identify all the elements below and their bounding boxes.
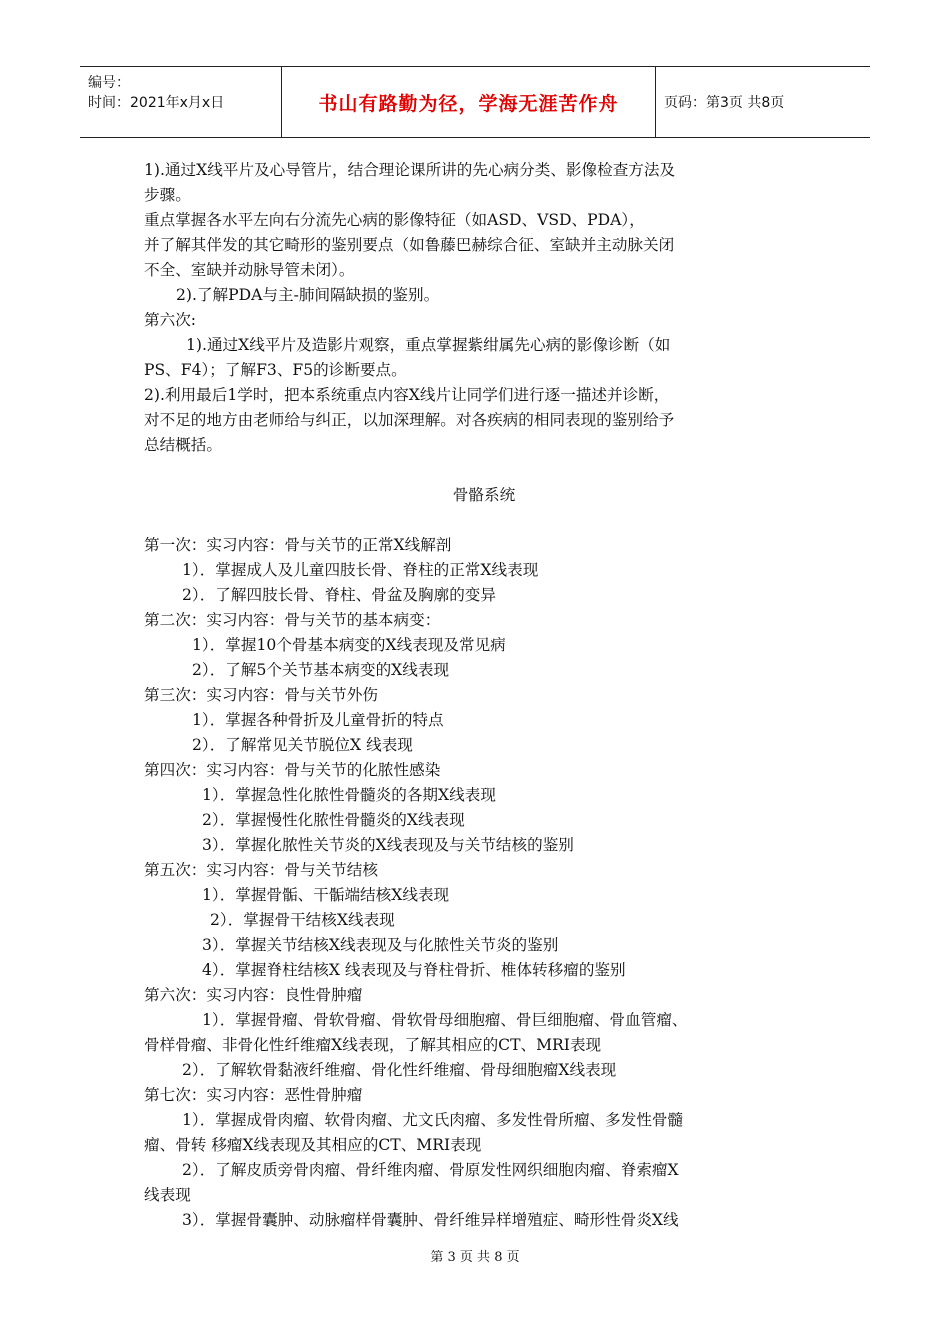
text-line: 第二次：实习内容：骨与关节的基本病变： [144, 611, 441, 629]
text-line: 第四次：实习内容：骨与关节的化脓性感染 [144, 761, 441, 779]
text-line: 2）．掌握骨干结核X线表现 [210, 911, 395, 929]
text-line: 3）．掌握骨囊肿、动脉瘤样骨囊肿、骨纤维异样增殖症、畸形性骨炎X线 [182, 1211, 679, 1229]
text-line: 第六次：实习内容：良性骨肿瘤 [144, 986, 363, 1004]
text-line: 1）．掌握各种骨折及儿童骨折的特点 [192, 711, 444, 729]
text-line: 骨样骨瘤、非骨化性纤维瘤X线表现，了解其相应的CT、MRI表现 [144, 1036, 602, 1054]
text-line: 1）．掌握10个骨基本病变的X线表现及常见病 [192, 636, 506, 654]
text-line: 2）．了解常见关节脱位X 线表现 [192, 736, 413, 754]
text-line: 重点掌握各水平左向右分流先心病的影像特征（如ASD、VSD、PDA）， [144, 211, 645, 229]
header-page-cell [656, 67, 870, 137]
text-line: 2）．了解软骨黏液纤维瘤、骨化性纤维瘤、骨母细胞瘤X线表现 [182, 1061, 617, 1079]
text-line: 1）．掌握成人及儿童四肢长骨、脊柱的正常X线表现 [182, 561, 539, 579]
text-line: 1).通过X线平片及造影片观察，重点掌握紫绀属先心病的影像诊断（如 [186, 336, 671, 354]
text-line: 线表现 [144, 1186, 191, 1204]
text-line: 总结概括。 [144, 436, 222, 454]
text-line: 2）．了解四肢长骨、脊柱、骨盆及胸廓的变异 [182, 586, 496, 604]
text-line: 2).利用最后1学时，把本系统重点内容X线片让同学们进行逐一描述并诊断， [144, 386, 670, 404]
page-footer: 第 3 页 共 8 页 [430, 1250, 520, 1265]
text-line: 对不足的地方由老师给与纠正，以加深理解。对各疾病的相同表现的鉴别给予 [144, 411, 675, 429]
text-line: 第六次: [144, 311, 197, 329]
text-line: 3）．掌握关节结核X线表现及与化脓性关节炎的鉴别 [202, 936, 559, 954]
text-line: 不全、室缺并动脉导管未闭）。 [144, 261, 355, 279]
text-line: 1）．掌握骨骺、干骺端结核X线表现 [202, 886, 450, 904]
text-line: 1）．掌握骨瘤、骨软骨瘤、骨软骨母细胞瘤、骨巨细胞瘤、骨血管瘤、 [202, 1011, 688, 1029]
text-line: 第七次：实习内容：恶性骨肿瘤 [144, 1086, 363, 1104]
text-line: 2）．掌握慢性化脓性骨髓炎的X线表现 [202, 811, 465, 829]
text-line: 步骤。 [144, 186, 191, 204]
text-line: 第一次：实习内容：骨与关节的正常X线解剖 [144, 536, 452, 554]
time-label: 时间：2021年x月x日 [88, 95, 225, 111]
text-line: 并了解其伴发的其它畸形的鉴别要点（如鲁藤巴赫综合征、室缺并主动脉关闭 [144, 236, 675, 254]
text-line: 第五次：实习内容：骨与关节结核 [144, 861, 378, 879]
text-line: 2).了解PDA与主-肺间隔缺损的鉴别。 [176, 286, 440, 304]
text-line: 第三次：实习内容：骨与关节外伤 [144, 686, 378, 704]
text-line: PS、F4）；了解F3、F5的诊断要点。 [144, 361, 407, 379]
motto: 书山有路勤为径，学海无涯苦作舟 [318, 92, 619, 115]
document-body [144, 158, 824, 1233]
page-label: 页码：第3页 共8页 [664, 95, 785, 111]
text-line: 瘤、骨转 移瘤X线表现及其相应的CT、MRI表现 [144, 1136, 482, 1154]
number-label: 编号： [88, 75, 130, 91]
page-header [80, 66, 870, 138]
header-meta [80, 67, 282, 137]
text-line: 3）．掌握化脓性关节炎的X线表现及与关节结核的鉴别 [202, 836, 574, 854]
text-line: 1).通过X线平片及心导管片，结合理论课所讲的先心病分类、影像检查方法及 [144, 161, 676, 179]
header-motto-cell [282, 67, 656, 137]
text-line: 2）．了解皮质旁骨肉瘤、骨纤维肉瘤、骨原发性网织细胞肉瘤、脊索瘤X [182, 1161, 679, 1179]
section-title: 骨骼系统 [452, 486, 516, 504]
text-line: 2）．了解5个关节基本病变的X线表现 [192, 661, 450, 679]
text-line: 1）．掌握急性化脓性骨髓炎的各期X线表现 [202, 786, 496, 804]
text-line: 4）．掌握脊柱结核X 线表现及与脊柱骨折、椎体转移瘤的鉴别 [202, 961, 626, 979]
text-line: 1）．掌握成骨肉瘤、软骨肉瘤、尤文氏肉瘤、多发性骨所瘤、多发性骨髓 [182, 1111, 684, 1129]
